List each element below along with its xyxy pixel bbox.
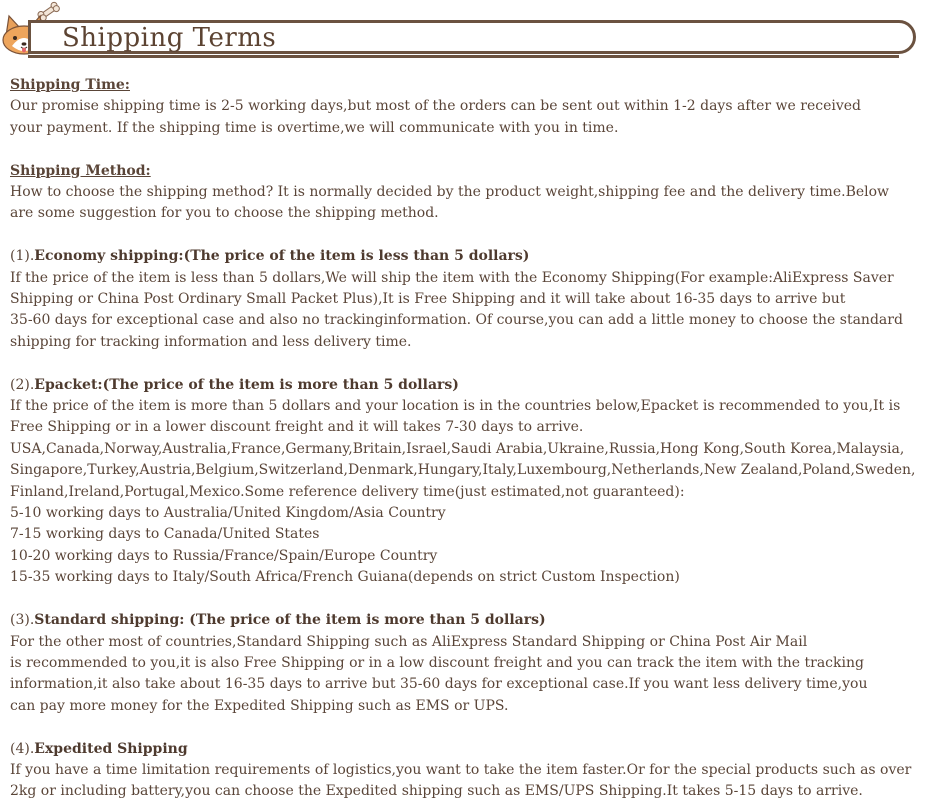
shipping-time-heading: Shipping Time: — [10, 77, 130, 93]
paragraph-line: is recommended to you,it is also Free Shipping or in a low discount freight and you can track the item with the tracking — [10, 654, 864, 671]
paragraph-line: If the price of the item is less than 5 dollars,We will ship the item with the Economy Shipping(For example:AliExpress Saver — [10, 269, 894, 286]
paragraph-line: Our promise shipping time is 2-5 working days,but most of the orders can be sent out within 1-2 days after we received — [10, 98, 861, 115]
paragraph-line: can pay more money for the Expedited Shipping such as EMS or UPS. — [10, 697, 509, 714]
paragraph-line: Finland,Ireland,Portugal,Mexico.Some reference delivery time(just estimated,not guaranteed): — [10, 483, 685, 500]
paragraph-line: 7-15 working days to Canada/United States — [10, 526, 320, 543]
economy-shipping-heading — [10, 246, 928, 267]
section-number: (3). — [10, 612, 35, 629]
shipping-terms-content — [10, 75, 928, 803]
paragraph-line: For the other most of countries,Standard Shipping such as AliExpress Standard Shipping or China Post Air Mail — [10, 633, 808, 650]
paragraph-line: shipping for tracking information and less delivery time. — [10, 333, 412, 350]
paragraph-line: 5-10 working days to Australia/United Kingdom/Asia Country — [10, 505, 446, 522]
section-number: (4). — [10, 740, 35, 757]
header-banner — [0, 0, 929, 62]
section-title: Standard shipping: (The price of the item is more than 5 dollars) — [34, 612, 546, 629]
paragraph-line: USA,Canada,Norway,Australia,France,Germany,Britain,Israel,Saudi Arabia,Ukraine,Russia,Hong Kong,South Korea,Malaysia, — [10, 440, 905, 457]
paragraph-line: Free Shipping or in a lower discount freight and it will takes 7-30 days to arrive. — [10, 419, 584, 436]
shipping-method-heading: Shipping Method: — [10, 162, 151, 179]
expedited-shipping-heading — [10, 739, 928, 760]
paragraph-line: 2kg or including battery,you can choose the Expedited shipping such as EMS/UPS Shipping.It takes 5-15 days to arrive. — [10, 783, 863, 800]
paragraph-line: information,it also take about 16-35 days to arrive but 35-60 days for exceptional case.If you want less delivery time,you — [10, 676, 868, 693]
page-title: Shipping Terms — [62, 23, 277, 53]
section-title: Epacket:(The price of the item is more than 5 dollars) — [34, 376, 459, 393]
paragraph-line: are some suggestion for you to choose the shipping method. — [10, 205, 439, 222]
section-title: Economy shipping:(The price of the item is less than 5 dollars) — [34, 248, 530, 265]
paragraph-line: How to choose the shipping method? It is normally decided by the product weight,shipping fee and the delivery time.Below — [10, 184, 890, 201]
paragraph-line: If you have a time limitation requirements of logistics,you want to take the item faster.Or for the special products such as over — [10, 761, 912, 778]
paragraph-line: 15-35 working days to Italy/South Africa/French Guiana(depends on strict Custom Inspection) — [10, 569, 680, 586]
paragraph-line: 10-20 working days to Russia/France/Spain/Europe Country — [10, 547, 438, 564]
paragraph-line: Singapore,Turkey,Austria,Belgium,Switzerland,Denmark,Hungary,Italy,Luxembourg,Netherlands,New Zealand,Poland,Sweden, — [10, 462, 916, 479]
section-number: (2). — [10, 376, 35, 393]
paragraph-line: Shipping or China Post Ordinary Small Packet Plus),It is Free Shipping and it will take about 16-35 days to arrive but — [10, 291, 846, 308]
section-number: (1). — [10, 248, 35, 265]
paragraph-line: 35-60 days for exceptional case and also no trackinginformation. Of course,you can add a little money to choose the standard — [10, 312, 903, 329]
paragraph-line: If the price of the item is more than 5 dollars and your location is in the countries below,Epacket is recommended to you,It is — [10, 398, 901, 415]
section-title: Expedited Shipping — [34, 740, 188, 757]
paragraph-line: your payment. If the shipping time is overtime,we will communicate with you in time. — [10, 119, 619, 136]
epacket-heading — [10, 375, 928, 396]
standard-shipping-heading — [10, 610, 928, 631]
